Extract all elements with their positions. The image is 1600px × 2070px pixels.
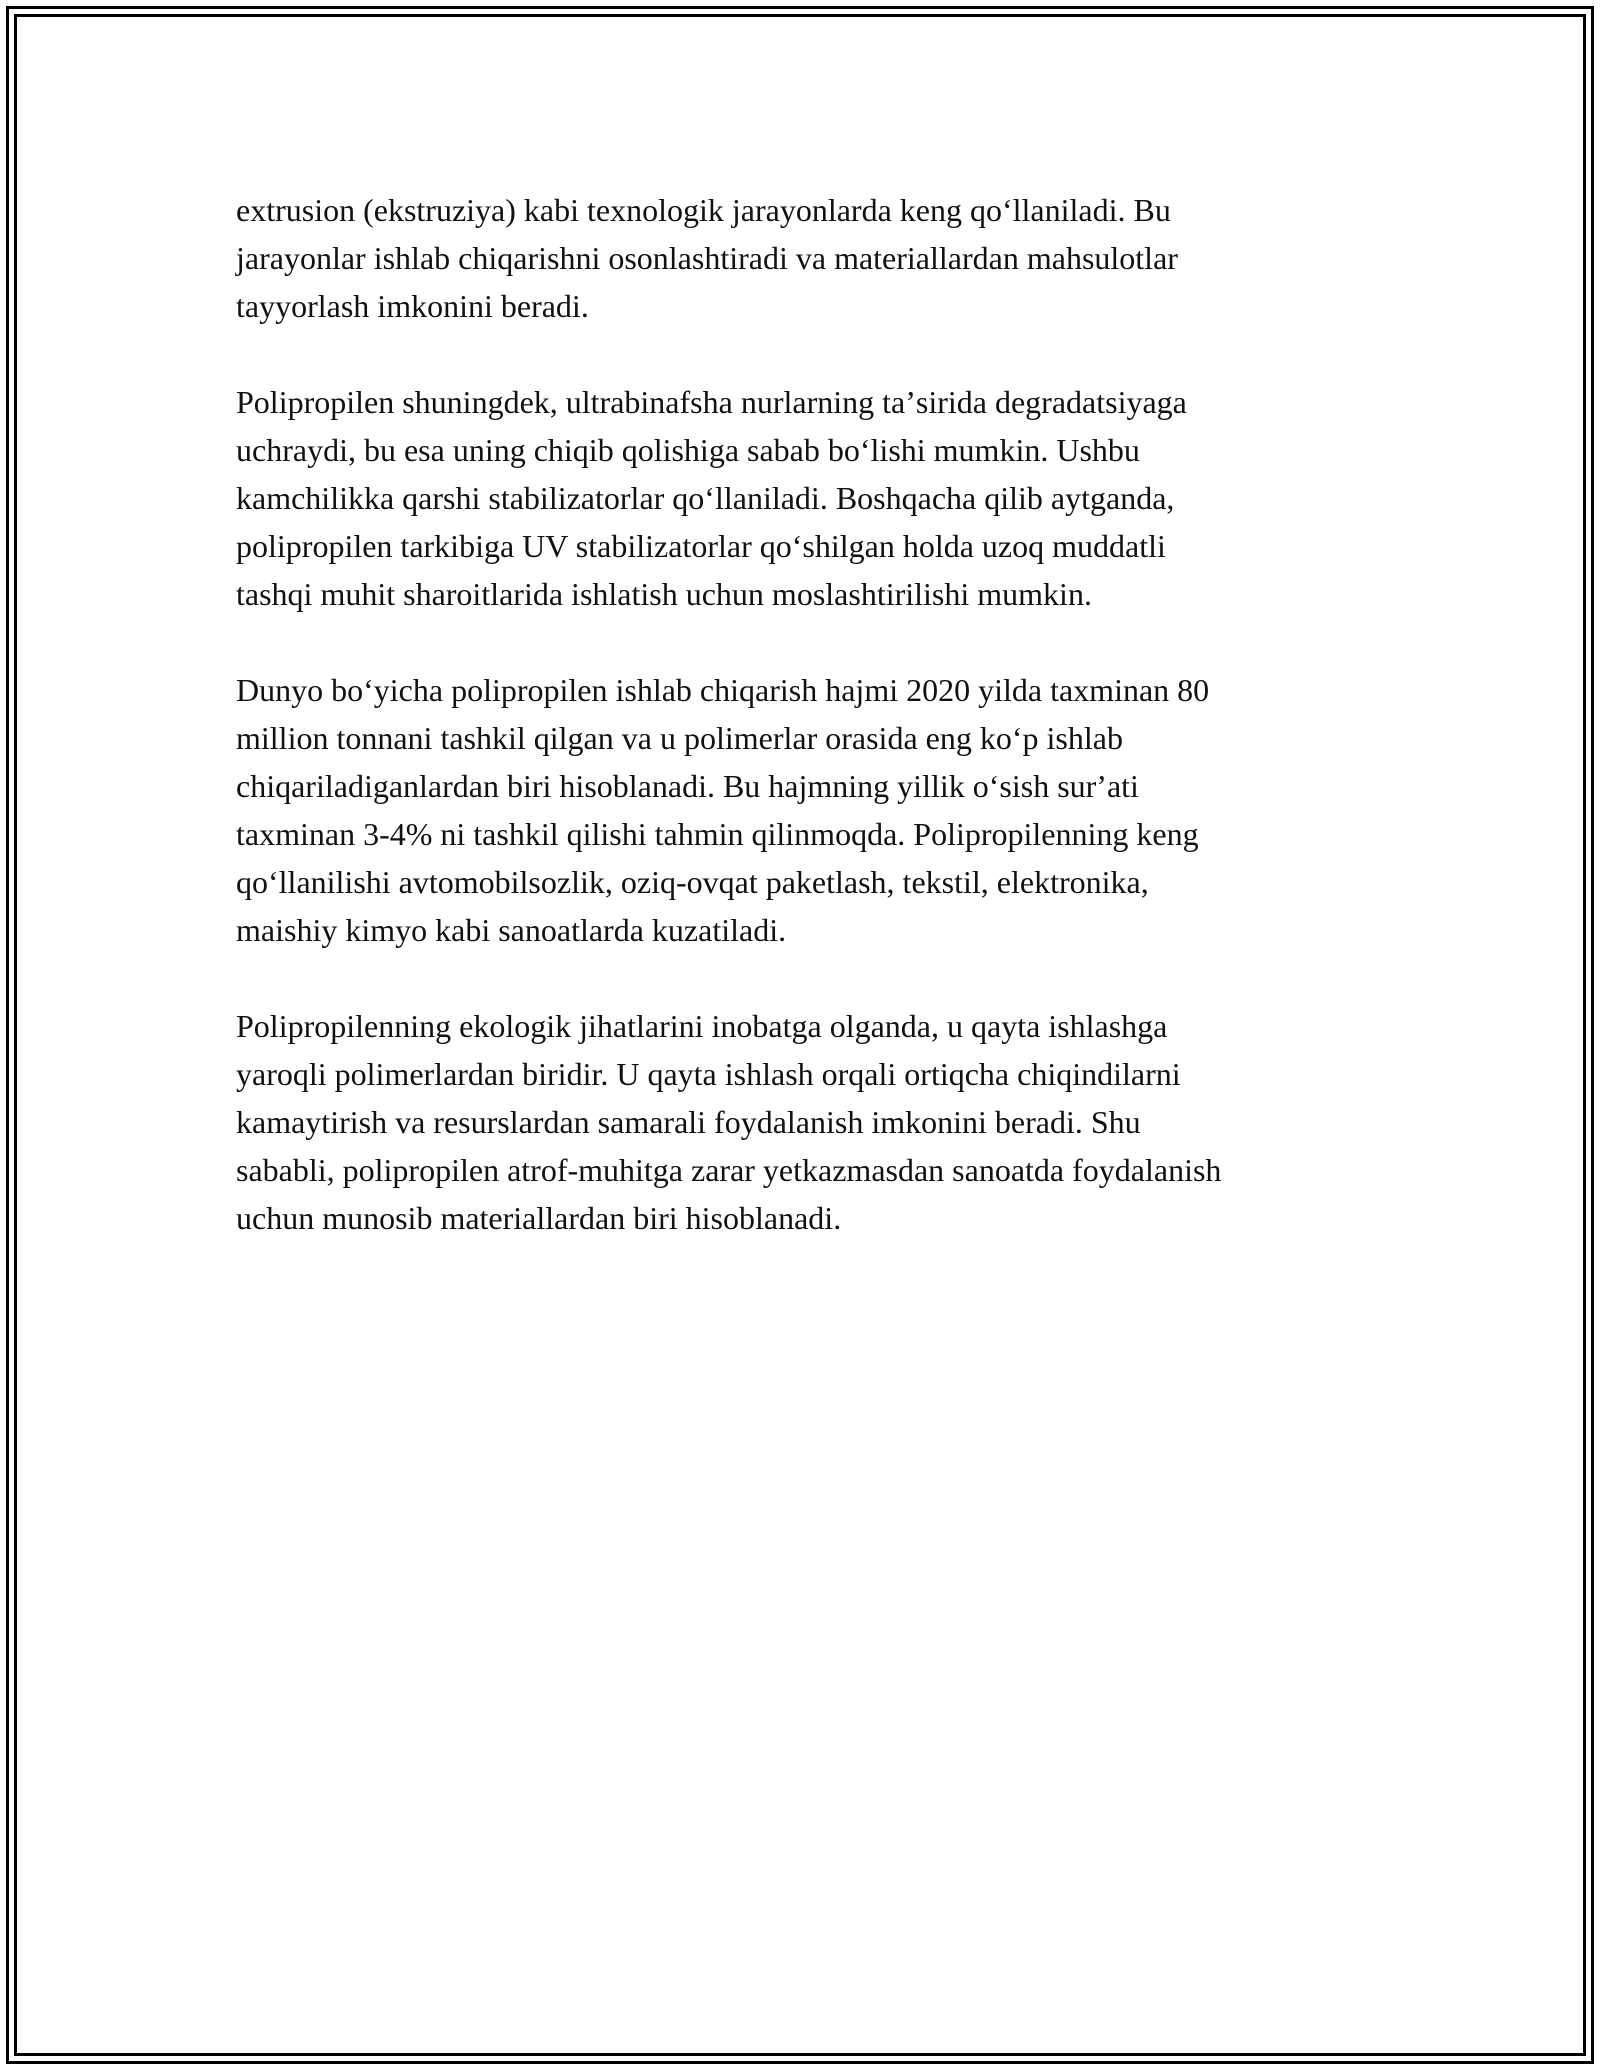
text-line: Polipropilen shuningdek, ultrabinafsha nurlarning taʼsirida degradatsiyaga xyxy=(236,384,1187,420)
text-line: uchraydi, bu esa uning chiqib qolishiga sabab boʻlishi mumkin. Ushbu xyxy=(236,432,1140,468)
text-line: chiqariladiganlardan biri hisoblanadi. Bu hajmning yillik oʻsish surʼati xyxy=(236,768,1139,804)
paragraph-ecology xyxy=(236,1002,1376,1242)
text-line: sababli, polipropilen atrof-muhitga zarar yetkazmasdan sanoatda foydalanish xyxy=(236,1152,1222,1188)
text-line: taxminan 3-4% ni tashkil qilishi tahmin qilinmoqda. Polipropilenning keng xyxy=(236,816,1199,852)
text-line: Polipropilenning ekologik jihatlarini inobatga olganda, u qayta ishlashga xyxy=(236,1008,1168,1044)
text-line: polipropilen tarkibiga UV stabilizatorlar qoʻshilgan holda uzoq muddatli xyxy=(236,528,1166,564)
text-line: million tonnani tashkil qilgan va u polimerlar orasida eng koʻp ishlab xyxy=(236,720,1123,756)
text-line: kamchilikka qarshi stabilizatorlar qoʻllaniladi. Boshqacha qilib aytganda, xyxy=(236,480,1175,516)
text-line: tayyorlash imkonini beradi. xyxy=(236,288,589,324)
paragraph-extrusion xyxy=(236,186,1376,330)
text-line: qoʻllanilishi avtomobilsozlik, oziq-ovqat paketlash, tekstil, elektronika, xyxy=(236,864,1149,900)
paragraph-uv-degradation xyxy=(236,378,1376,618)
document-body xyxy=(236,186,1376,1290)
text-line: maishiy kimyo kabi sanoatlarda kuzatiladi. xyxy=(236,912,787,948)
text-line: jarayonlar ishlab chiqarishni osonlashtiradi va materiallardan mahsulotlar xyxy=(236,240,1178,276)
text-line: yaroqli polimerlardan biridir. U qayta ishlash orqali ortiqcha chiqindilarni xyxy=(236,1056,1181,1092)
paragraph-world-production xyxy=(236,666,1376,954)
text-line: uchun munosib materiallardan biri hisoblanadi. xyxy=(236,1200,842,1236)
text-line: extrusion (ekstruziya) kabi texnologik jarayonlarda keng qoʻllaniladi. Bu xyxy=(236,192,1171,228)
text-line: Dunyo boʻyicha polipropilen ishlab chiqarish hajmi 2020 yilda taxminan 80 xyxy=(236,672,1210,708)
text-line: kamaytirish va resurslardan samarali foydalanish imkonini beradi. Shu xyxy=(236,1104,1141,1140)
text-line: tashqi muhit sharoitlarida ishlatish uchun moslashtirilishi mumkin. xyxy=(236,576,1092,612)
